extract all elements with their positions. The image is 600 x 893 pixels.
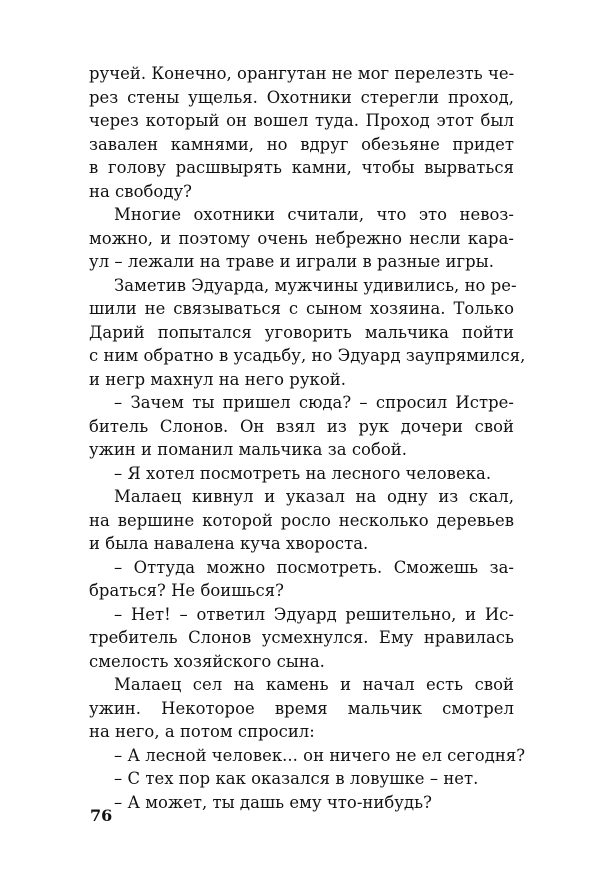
text-line: ул – лежали на траве и играли в разные игры. (89, 252, 494, 271)
text-line: Заметив Эдуарда, мужчины удивились, но ре- (114, 275, 517, 295)
text-line: – А может, ты дашь ему что-нибудь? (114, 792, 432, 812)
page-number: 76 (90, 806, 113, 825)
body-text (89, 62, 526, 814)
text-line: шили не связываться с сыном хозяина. Только (89, 299, 514, 318)
text-line: и была навалена куча хвороста. (89, 534, 369, 553)
text-line: – С тех пор как оказался в ловушке – нет. (114, 769, 479, 788)
text-line: в голову расшвырять камни, чтобы вырваться (89, 158, 514, 177)
text-line: – А лесной человек... он ничего не ел сегодня? (114, 745, 526, 765)
text-line: через который он вошел туда. Проход этот был (89, 111, 514, 130)
text-line: на вершине которой росло несколько деревьев (89, 510, 514, 530)
text-line: завален камнями, но вдруг обезьяне придет (89, 134, 514, 154)
text-line: смелость хозяйского сына. (89, 651, 325, 671)
text-line: – Я хотел посмотреть на лесного человека. (114, 463, 492, 483)
text-line: на свободу? (89, 181, 192, 201)
text-line: Дарий попытался уговорить мальчика пойти (89, 322, 514, 342)
text-line: ужин. Некоторое время мальчик смотрел (89, 698, 514, 718)
text-line: ручей. Конечно, орангутан не мог перелезть че- (89, 64, 515, 83)
text-line: битель Слонов. Он взял из рук дочери свой (89, 416, 514, 436)
text-line: Многие охотники считали, что это невоз- (114, 205, 514, 224)
text-line: с ним обратно в усадьбу, но Эдуард заупрямился, (89, 346, 526, 365)
text-line: ужин и поманил мальчика за собой. (89, 440, 408, 459)
text-line: Малаец кивнул и указал на одну из скал, (114, 487, 514, 506)
text-line: – Нет! – ответил Эдуард решительно, и Ис- (114, 604, 514, 624)
text-line: браться? Не боишься? (89, 581, 284, 600)
text-line: можно, и поэтому очень небрежно несли кара- (89, 228, 514, 248)
text-line: – Зачем ты пришел сюда? – спросил Истре- (114, 393, 514, 412)
text-line: и негр махнул на него рукой. (89, 369, 346, 389)
text-line: Малаец сел на камень и начал есть свой (114, 675, 514, 694)
text-line: рез стены ущелья. Охотники стерегли проход, (89, 87, 514, 107)
text-line: – Оттуда можно посмотреть. Сможешь за- (114, 557, 514, 577)
text-line: на него, а потом спросил: (89, 722, 315, 741)
text-line: требитель Слонов усмехнулся. Ему нравилась (89, 628, 514, 647)
